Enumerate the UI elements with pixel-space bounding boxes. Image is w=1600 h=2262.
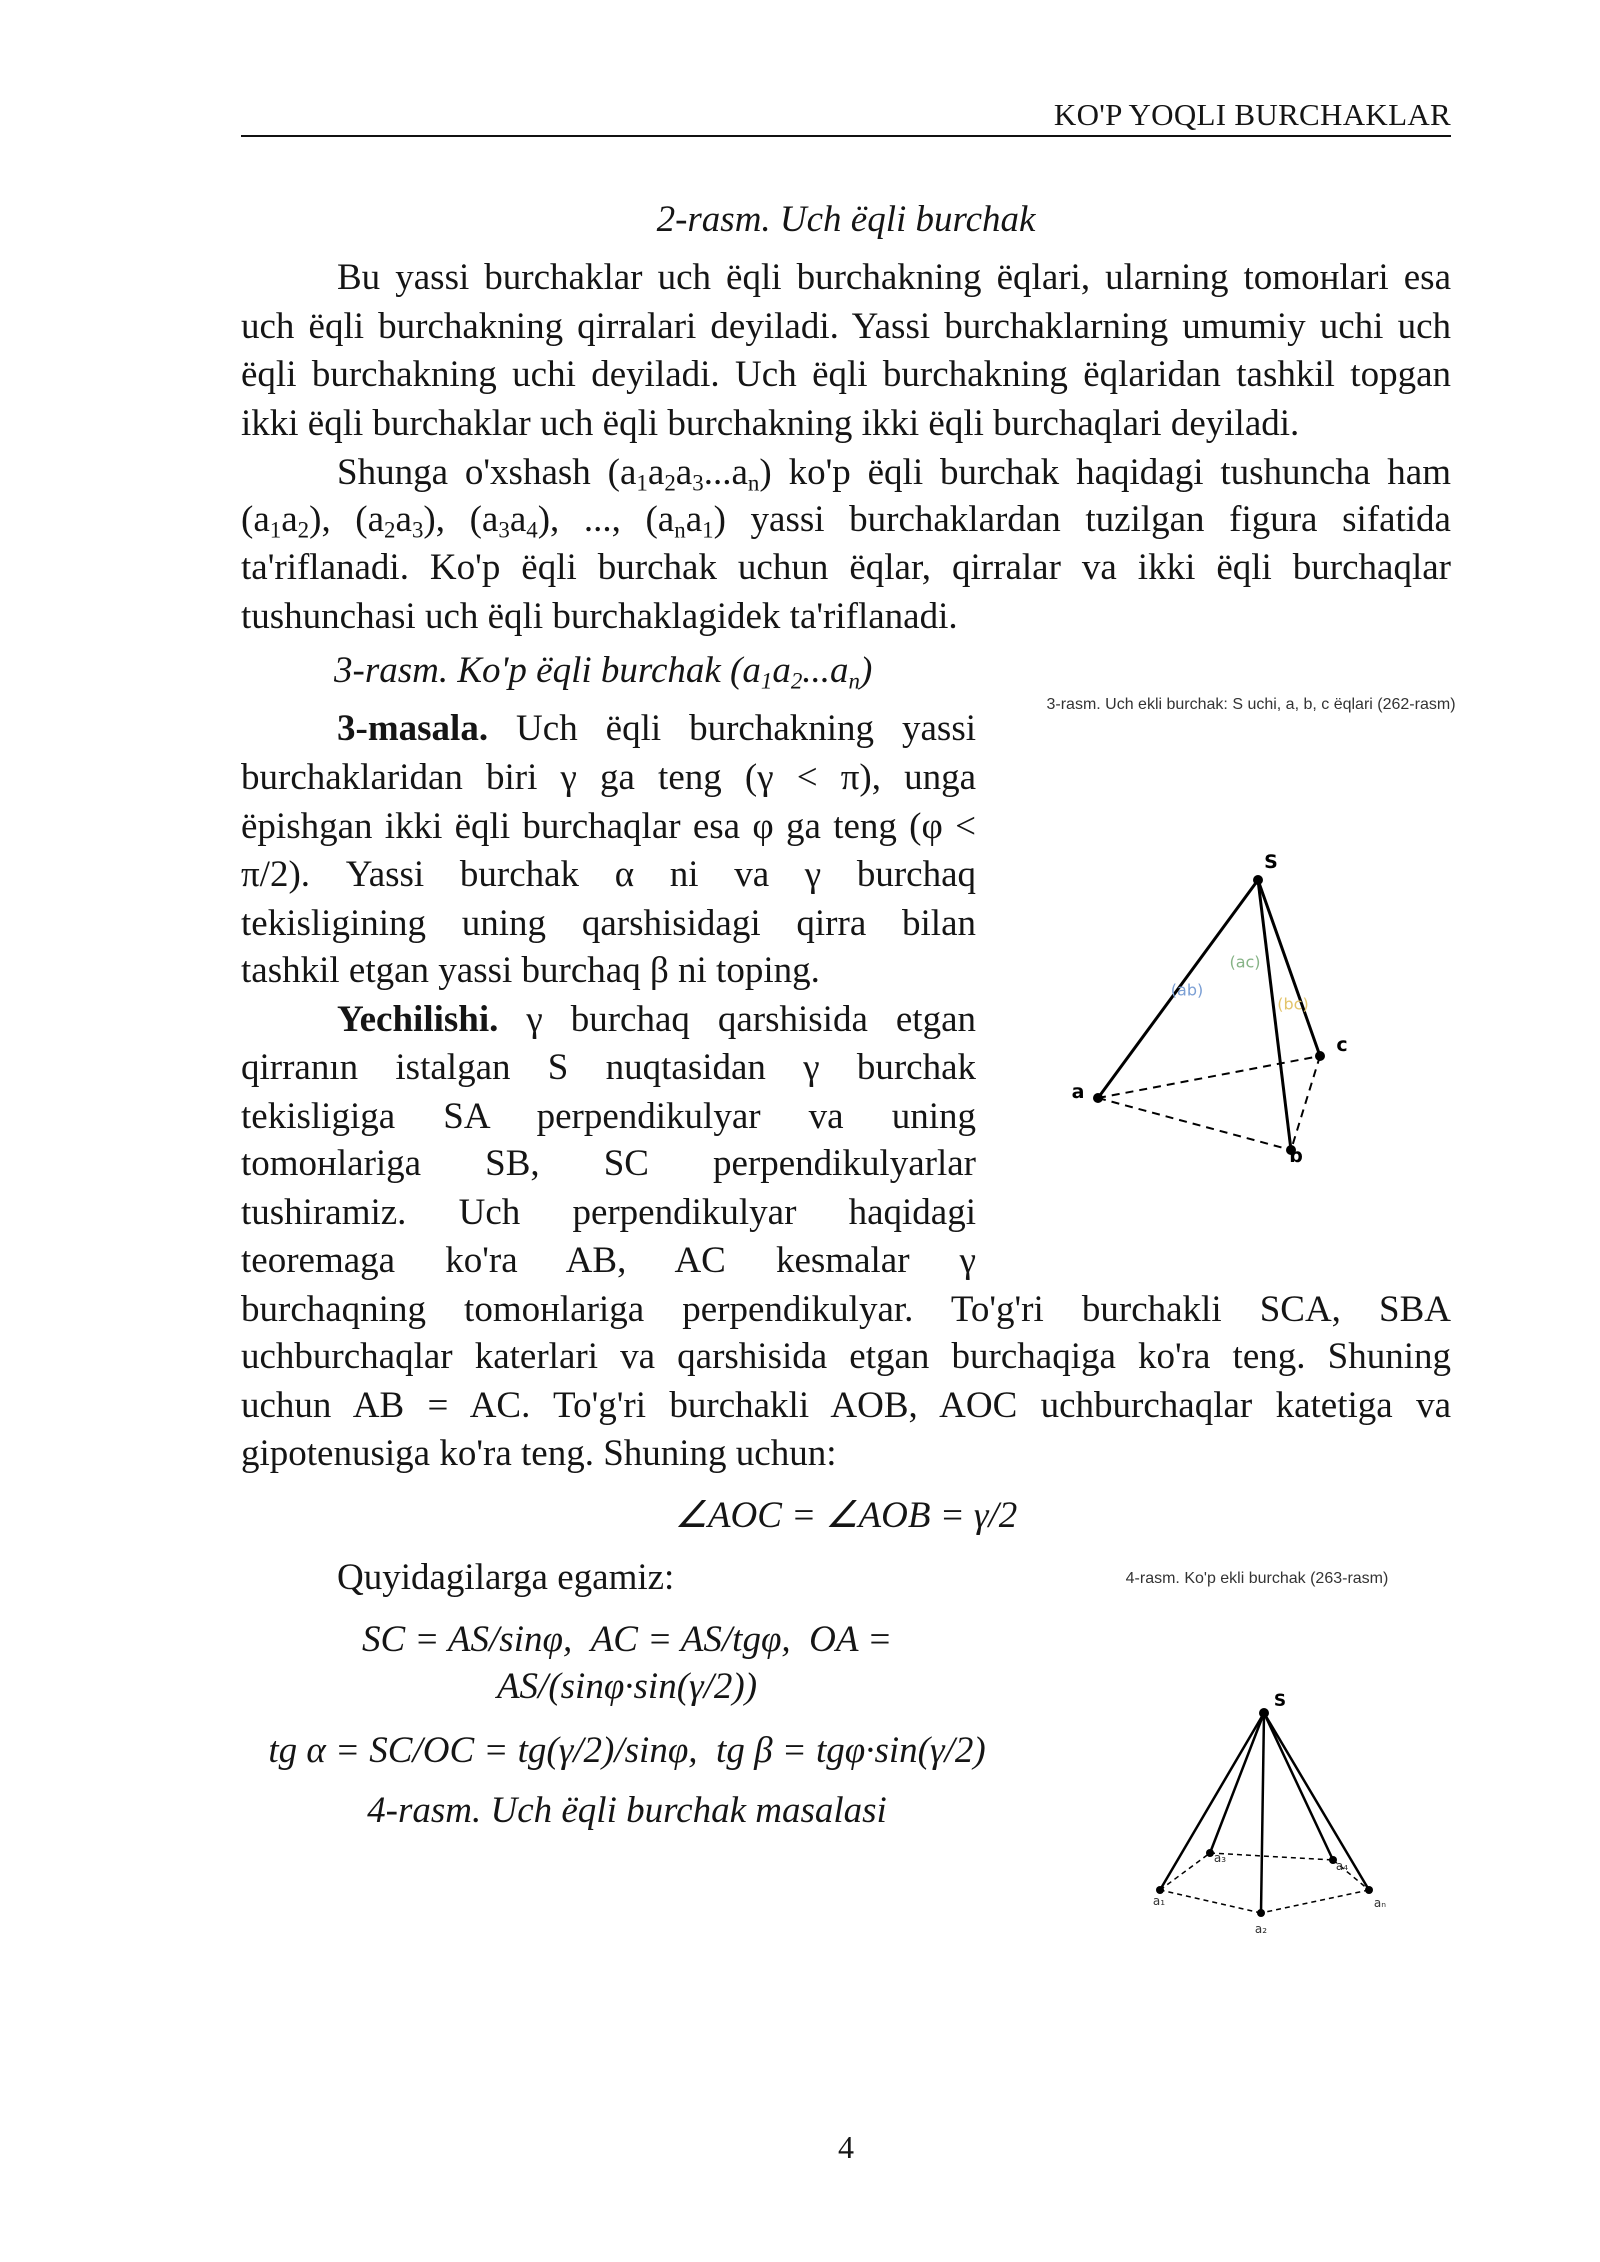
problem-line: π/2). Yassi burchak α ni va γ burchaq <box>241 854 976 895</box>
edge-c-b-hidden <box>1291 1056 1320 1150</box>
polyhedral-figure-caption: 4-rasm. Ko'p ekli burchak (263-rasm) <box>1125 1570 1389 1587</box>
text-run: ...a <box>802 650 849 691</box>
text-run: ) yassi burchaklardan tuzilgan figura sifatida <box>713 499 1451 540</box>
subscript: 2 <box>790 668 803 694</box>
edge-s-a1 <box>1160 1713 1264 1890</box>
paragraph-1-line: ëqli burchakning uchi deyiladi. Uch ëqli burchakning ëqlaridan tashkil topgan <box>241 354 1451 395</box>
solution-line <box>337 996 976 1044</box>
solution-label: Yechilishi. <box>337 999 499 1040</box>
text-run: ) ko'p ëqli burchak haqidagi tushuncha ham <box>759 452 1451 493</box>
edge-s-a4 <box>1264 1713 1333 1860</box>
edge-s-a3 <box>1210 1713 1264 1853</box>
angle-equation: ∠AOC = ∠AOB = γ/2 <box>674 1495 1018 1536</box>
paragraph-2-line: ta'riflanadi. Ko'p ëqli burchak uchun ëqlar, qirralar va ikki ëqli burchaqlar <box>241 547 1451 588</box>
text-run: a <box>281 499 298 540</box>
subscript: n <box>848 668 861 694</box>
subscript: 1 <box>269 517 282 543</box>
text-run: a <box>647 452 665 493</box>
solution-line: gipotenusiga ko'ra teng. Shuning uchun: <box>241 1433 837 1474</box>
problem-line: tashkil etgan yassi burchaq β ni toping. <box>241 950 820 991</box>
paragraph-1-line: uch ëqli burchakning qirralari deyiladi. Yassi burchaklarning umumiy uchi uch <box>241 306 1451 347</box>
text-run: Uch ëqli burchakning yassi <box>516 708 976 749</box>
trihedral-angle-diagram <box>1040 840 1400 1180</box>
solution-line: uchun AB = AC. To'g'ri burchakli AOB, AOC uchburchaqlar katetiga va <box>241 1385 1451 1426</box>
vertex-an-point <box>1365 1886 1373 1894</box>
text-run: ...a <box>703 452 748 493</box>
paragraph-1-line: Bu yassi burchaklar uch ëqli burchakning ëqlari, ularning tomoнlari esa <box>337 257 1451 298</box>
text-run: ), ..., (a <box>537 499 675 540</box>
subscript: 3 <box>411 517 424 543</box>
vertex-a-label: a <box>1071 1081 1085 1103</box>
figure-4-caption: 4-rasm. Uch ëqli burchak masalasi <box>367 1790 887 1831</box>
paragraph-2-line <box>241 496 1451 544</box>
subscript: 3 <box>498 517 510 543</box>
formula-line: tg α = SC/OC = tg(γ/2)/sinφ, tg β = tgφ·sin(γ/2) <box>268 1730 986 1771</box>
base-edge-an-a2 <box>1261 1890 1369 1913</box>
vertex-a-point <box>1093 1093 1103 1103</box>
formula-line: AS/(sinφ·sin(γ/2)) <box>496 1666 758 1707</box>
text-run: ) <box>860 650 873 691</box>
vertex-b-label: b <box>1289 1145 1303 1167</box>
paragraph-2-line: tushunchasi uch ëqli burchaklagidek ta'riflanadi. <box>241 596 958 637</box>
subscript: 3 <box>692 470 704 496</box>
face-ac-label: (ac) <box>1229 952 1261 972</box>
solution-line: tomoнlariga SB, SC perpendikulyarlar <box>241 1143 976 1184</box>
vertex-a1-label: a₁ <box>1152 1894 1166 1908</box>
text-run: γ burchaq qarshisida etgan <box>526 999 976 1040</box>
solution-line: tushiramiz. Uch perpendikulyar haqidagi <box>241 1192 976 1233</box>
edge-s-b <box>1258 880 1291 1150</box>
base-edge-a1-a3 <box>1160 1853 1210 1890</box>
subscript: 2 <box>664 470 676 496</box>
vertex-c-point <box>1315 1051 1325 1061</box>
text-run: a <box>395 499 412 540</box>
problem-line: burchaklaridan biri γ ga teng (γ < π), unga <box>241 757 976 798</box>
page-number: 4 <box>838 2129 854 2165</box>
vertex-a3-label: a₃ <box>1213 1851 1227 1865</box>
vertex-a2-label: a₂ <box>1254 1922 1268 1936</box>
vertex-a2-point <box>1257 1909 1265 1917</box>
edge-s-an <box>1264 1713 1369 1890</box>
solution-line: qirranın istalgan S nuqtasidan γ burchak <box>241 1047 976 1088</box>
header-rule <box>241 135 1451 137</box>
subscript: 4 <box>526 517 538 543</box>
vertex-a4-label: a₄ <box>1335 1859 1349 1873</box>
subscript: 2 <box>384 517 396 543</box>
edge-s-a2 <box>1261 1713 1264 1913</box>
text-run: Shunga o'xshash (a <box>337 452 637 493</box>
text-run: a <box>772 650 791 691</box>
vertex-a1-point <box>1156 1886 1164 1894</box>
solution-line: uchburchaqlar katerlari va qarshisida etgan burchaqiga ko'ra teng. Shuning <box>241 1336 1451 1377</box>
face-ab-label: (ab) <box>1170 980 1204 1000</box>
polyhedral-angle-diagram <box>1120 1680 1420 1960</box>
text-run: a <box>675 452 693 493</box>
text-run: ), (a <box>423 499 499 540</box>
subscript: 1 <box>636 470 648 496</box>
vertex-c-label: c <box>1336 1034 1348 1056</box>
figure-2-caption: 2-rasm. Uch ëqli burchak <box>656 199 1036 240</box>
base-edge-a2-a1 <box>1160 1890 1261 1913</box>
base-edge-a3-a4 <box>1210 1853 1333 1860</box>
subscript: 1 <box>760 668 773 694</box>
edge-a-b-hidden <box>1098 1098 1291 1150</box>
solution-line: burchaqning tomoнlariga perpendikulyar. To'g'ri burchakli SCA, SBA <box>241 1289 1451 1330</box>
text-run: (a <box>241 499 270 540</box>
formula-line: SC = AS/sinφ, AC = AS/tgφ, OA = <box>361 1619 893 1660</box>
figure-3-caption <box>334 647 1034 695</box>
problem-line <box>337 705 976 753</box>
vertex-an-label: aₙ <box>1373 1896 1387 1910</box>
solution-line: tekisligiga SA perpendikulyar va uning <box>241 1096 976 1137</box>
vertex-a3-point <box>1206 1849 1214 1857</box>
subscript: 1 <box>702 517 714 543</box>
vertex-s-label: S <box>1264 851 1278 873</box>
problem-line: tekisligining uning qarshisidagi qirra bilan <box>241 903 976 944</box>
solution-line: teoremaga ko'ra AB, AC kesmalar γ <box>241 1240 976 1281</box>
text-run: a <box>509 499 527 540</box>
vertex-s-point <box>1259 1708 1269 1718</box>
problem-line: ëpishgan ikki ëqli burchaqlar esa φ ga teng (φ < <box>241 806 976 847</box>
text-run: ), (a <box>309 499 385 540</box>
subscript: n <box>747 470 760 496</box>
paragraph-2-line <box>337 449 1451 497</box>
vertex-s-label: S <box>1273 1691 1287 1711</box>
subscript: 2 <box>297 517 310 543</box>
face-bc-label: (bc) <box>1277 994 1309 1014</box>
vertex-s-point <box>1253 875 1263 885</box>
formulas-intro: Quyidagilarga egamiz: <box>337 1557 675 1598</box>
trihedral-figure-caption: 3-rasm. Uch ekli burchak: S uchi, a, b, c ëqlari (262-rasm) <box>1046 696 1456 713</box>
problem-label: 3-masala. <box>337 708 489 749</box>
edge-a-c-hidden <box>1098 1056 1320 1098</box>
running-header-title: KO'P YOQLI BURCHAKLAR <box>1053 97 1451 132</box>
text-run: 3-rasm. Ko'p ëqli burchak (a <box>334 650 761 691</box>
text-run: a <box>685 499 703 540</box>
paragraph-1-line: ikki ëqli burchaklar uch ëqli burchakning ikki ëqli burchaqlari deyiladi. <box>241 403 1300 444</box>
subscript: n <box>674 517 686 543</box>
